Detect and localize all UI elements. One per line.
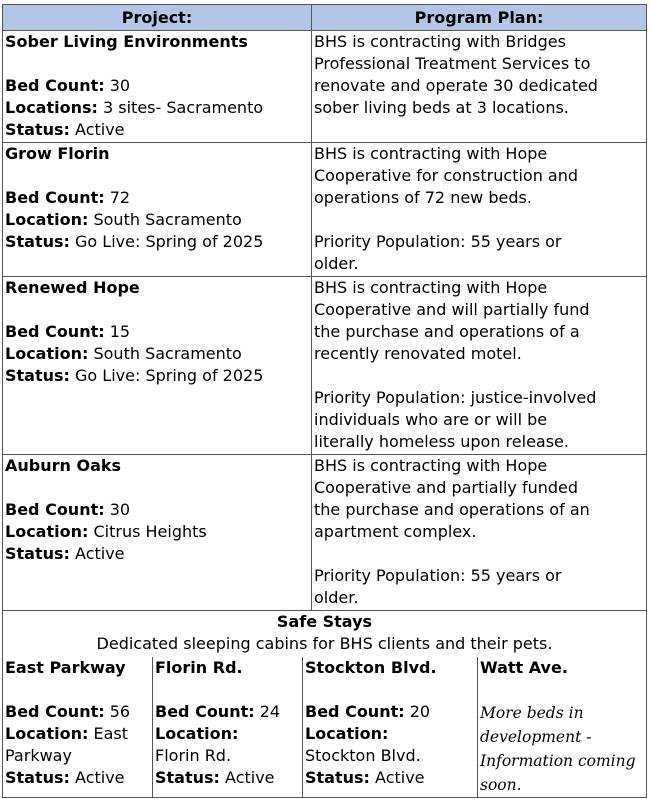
bed-count-label: Bed Count: xyxy=(305,702,405,721)
site-stockton-blvd xyxy=(302,657,477,797)
status-value: Active xyxy=(375,768,425,787)
table-header-row xyxy=(3,5,646,31)
plan-line: renovate and operate 30 dedicated xyxy=(314,76,598,95)
bed-count-label: Bed Count: xyxy=(155,702,255,721)
site-name: Watt Ave. xyxy=(480,658,568,677)
status-value: Go Live: Spring of 2025 xyxy=(75,366,264,385)
bed-count-value: 56 xyxy=(109,702,131,721)
safe-stays-description: Dedicated sleeping cabins for BHS clients and their pets. xyxy=(96,634,553,653)
safe-stays-sites xyxy=(3,657,646,797)
table-row-grow-florin xyxy=(3,143,646,277)
project-name: Grow Florin xyxy=(5,144,110,163)
status-label: Status: xyxy=(5,232,70,251)
priority-line: Priority Population: justice-involved xyxy=(314,388,597,407)
status-label: Status: xyxy=(5,120,70,139)
status-value: Active xyxy=(225,768,275,787)
location-label: Location: xyxy=(155,724,239,743)
table-row-auburn-oaks xyxy=(3,455,646,610)
priority-line: Priority Population: 55 years or xyxy=(314,232,562,251)
table-row-sober-living xyxy=(3,31,646,143)
project-column-header: Project: xyxy=(3,5,312,31)
status-label: Status: xyxy=(155,768,220,787)
plan-line: sober living beds at 3 locations. xyxy=(314,98,569,117)
safe-stays-title: Safe Stays xyxy=(276,612,373,631)
priority-line: Priority Population: 55 years or xyxy=(314,566,562,585)
program-plan-cell xyxy=(312,455,646,610)
site-name: Florin Rd. xyxy=(155,658,243,677)
plan-line: BHS is contracting with Hope xyxy=(314,278,548,297)
site-note: soon. xyxy=(480,776,522,794)
bed-count-label: Bed Count: xyxy=(5,322,105,341)
project-cell xyxy=(3,143,312,276)
bed-count-label: Bed Count: xyxy=(5,702,105,721)
plan-line: Cooperative and partially funded xyxy=(314,478,579,497)
site-florin-rd xyxy=(152,657,302,797)
location-value: South Sacramento xyxy=(93,210,242,229)
plan-line: BHS is contracting with Hope xyxy=(314,456,548,475)
locations-label: Locations: xyxy=(5,98,98,117)
project-cell xyxy=(3,455,312,610)
bed-count-label: Bed Count: xyxy=(5,500,105,519)
safe-stays-section xyxy=(3,610,646,797)
status-label: Status: xyxy=(5,544,70,563)
program-plan-column-header: Program Plan: xyxy=(312,5,646,31)
plan-line: BHS is contracting with Bridges xyxy=(314,32,566,51)
plan-line: apartment complex. xyxy=(314,522,477,541)
plan-line: the purchase and operations of an xyxy=(314,500,590,519)
plan-line: Cooperative for construction and xyxy=(314,166,579,185)
site-note: More beds in xyxy=(480,704,584,722)
location-value: South Sacramento xyxy=(93,344,242,363)
location-value: Parkway xyxy=(5,746,72,765)
status-value: Active xyxy=(75,120,125,139)
site-east-parkway xyxy=(3,657,152,797)
status-label: Status: xyxy=(305,768,370,787)
bed-count-value: 15 xyxy=(109,322,131,341)
table-row-renewed-hope xyxy=(3,277,646,455)
plan-line: Professional Treatment Services to xyxy=(314,54,591,73)
project-cell xyxy=(3,277,312,454)
program-plan-cell xyxy=(312,31,646,142)
status-value: Active xyxy=(75,768,125,787)
location-label: Location: xyxy=(5,210,89,229)
priority-line: literally homeless upon release. xyxy=(314,432,569,451)
bed-count-label: Bed Count: xyxy=(5,76,105,95)
plan-line: recently renovated motel. xyxy=(314,344,522,363)
status-value: Go Live: Spring of 2025 xyxy=(75,232,264,251)
priority-line: older. xyxy=(314,588,359,607)
housing-projects-table xyxy=(2,4,647,798)
project-name: Renewed Hope xyxy=(5,278,140,297)
bed-count-label: Bed Count: xyxy=(5,188,105,207)
site-note: development - xyxy=(480,728,592,746)
status-value: Active xyxy=(75,544,125,563)
bed-count-value: 30 xyxy=(109,76,131,95)
bed-count-value: 20 xyxy=(409,702,431,721)
location-value: Florin Rd. xyxy=(155,746,232,765)
location-label: Location: xyxy=(5,344,89,363)
project-name: Sober Living Environments xyxy=(5,32,248,51)
location-value: 3 sites- Sacramento xyxy=(103,98,264,117)
site-name: Stockton Blvd. xyxy=(305,658,437,677)
location-value: Stockton Blvd. xyxy=(305,746,421,765)
bed-count-value: 24 xyxy=(259,702,281,721)
location-value: Citrus Heights xyxy=(93,522,207,541)
priority-line: individuals who are or will be xyxy=(314,410,548,429)
plan-line: Cooperative and will partially fund xyxy=(314,300,590,319)
status-label: Status: xyxy=(5,768,70,787)
project-cell xyxy=(3,31,312,142)
status-label: Status: xyxy=(5,366,70,385)
bed-count-value: 30 xyxy=(109,500,131,519)
location-label: Location: xyxy=(305,724,389,743)
location-label: Location: xyxy=(5,522,89,541)
site-name: East Parkway xyxy=(5,658,126,677)
plan-line: the purchase and operations of a xyxy=(314,322,580,341)
location-value: East xyxy=(93,724,129,743)
plan-line: operations of 72 new beds. xyxy=(314,188,532,207)
priority-line: older. xyxy=(314,254,359,273)
site-watt-ave xyxy=(477,657,646,797)
location-label: Location: xyxy=(5,724,89,743)
program-plan-cell xyxy=(312,143,646,276)
project-name: Auburn Oaks xyxy=(5,456,122,475)
bed-count-value: 72 xyxy=(109,188,131,207)
plan-line: BHS is contracting with Hope xyxy=(314,144,548,163)
site-note: Information coming xyxy=(480,752,636,770)
program-plan-cell xyxy=(312,277,646,454)
